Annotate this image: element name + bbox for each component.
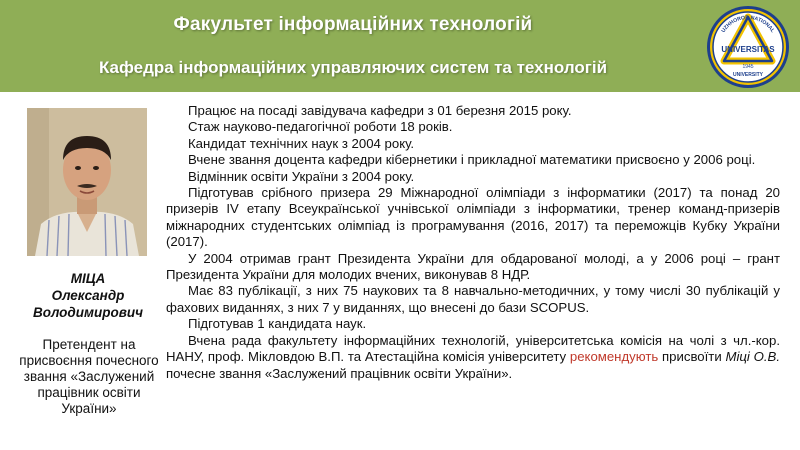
recommendation-text-middle: присвоїти (658, 349, 726, 365)
biography-text (166, 103, 780, 382)
bio-paragraph: Кандидат технічних наук з 2004 року. (188, 135, 415, 151)
bio-paragraph: Підготував срібного призера 29 Міжнародної олімпіади з інформатики (2017) та понад 20 призерів ІV етапу Всеукраїнської учнівської олімпіади з інформатики, тренер команд-призерів міжнародних студентських олімпіад із програмування (2016, 2017) та переможців Кубку України (2017). (166, 185, 780, 250)
candidate-caption: Претендент на присвоєння почесного звання «Заслужений працівник освіти України» (19, 337, 159, 416)
person-surname: МІЦА (70, 271, 106, 286)
logo-center-text: UNIVERSITAS (721, 45, 775, 54)
recommended-person: Міці О.В. (725, 349, 780, 365)
person-patronymic: Володимирович (32, 305, 144, 320)
logo-top-text: UZHHOROD NATIONAL (720, 14, 776, 34)
portrait-illustration (27, 108, 147, 256)
person-first-name: Олександр (51, 288, 125, 303)
recommend-highlight: рекомендують (569, 349, 659, 365)
bio-paragraph: Стаж науково-педагогічної роботи 18 років. (188, 119, 453, 135)
bio-paragraph: Має 83 публікації, з них 75 наукових та 8 навчально-методичних, у тому числі 30 публікацій у фахових виданнях, з них 7 у виданнях, що внесені до бази SCOPUS. (166, 283, 780, 315)
bio-paragraph: Відмінник освіти України з 2004 року. (188, 168, 415, 184)
portrait-photo (27, 108, 147, 256)
recommendation-text-end: почесне звання «Заслужений працівник освіти України». (166, 365, 513, 381)
slide-header (0, 0, 800, 92)
university-logo (706, 5, 790, 89)
bio-paragraph: Підготував 1 кандидата наук. (188, 316, 367, 332)
faculty-title: Факультет інформаційних технологій (173, 14, 533, 35)
recommendation-text-start: Вчена рада факультету інформаційних технологій, університетська комісія на чолі з чл.-кор. НАНУ, проф. Мікловдою В.П. та Атестаційна комісія університету (166, 332, 780, 365)
bio-paragraph: Працює на посаді завідувача кафедри з 01 березня 2015 року. (188, 103, 572, 118)
person-name (0, 270, 176, 321)
department-title: Кафедра інформаційних управляючих систем та технологій (98, 58, 608, 77)
recommendation-paragraph (166, 333, 780, 382)
bio-paragraph: У 2004 отримав грант Президента України для обдарованої молоді, а у 2006 році – грант Президента України для молодих вчених, виконував 8 НДР. (166, 250, 780, 283)
logo-bottom-text: UNIVERSITY (732, 72, 764, 78)
logo-year: 1945 (742, 64, 754, 70)
bio-paragraph: Вчене звання доцента кафедри кібернетики і прикладної математики присвоєно у 2006 році. (188, 152, 756, 168)
